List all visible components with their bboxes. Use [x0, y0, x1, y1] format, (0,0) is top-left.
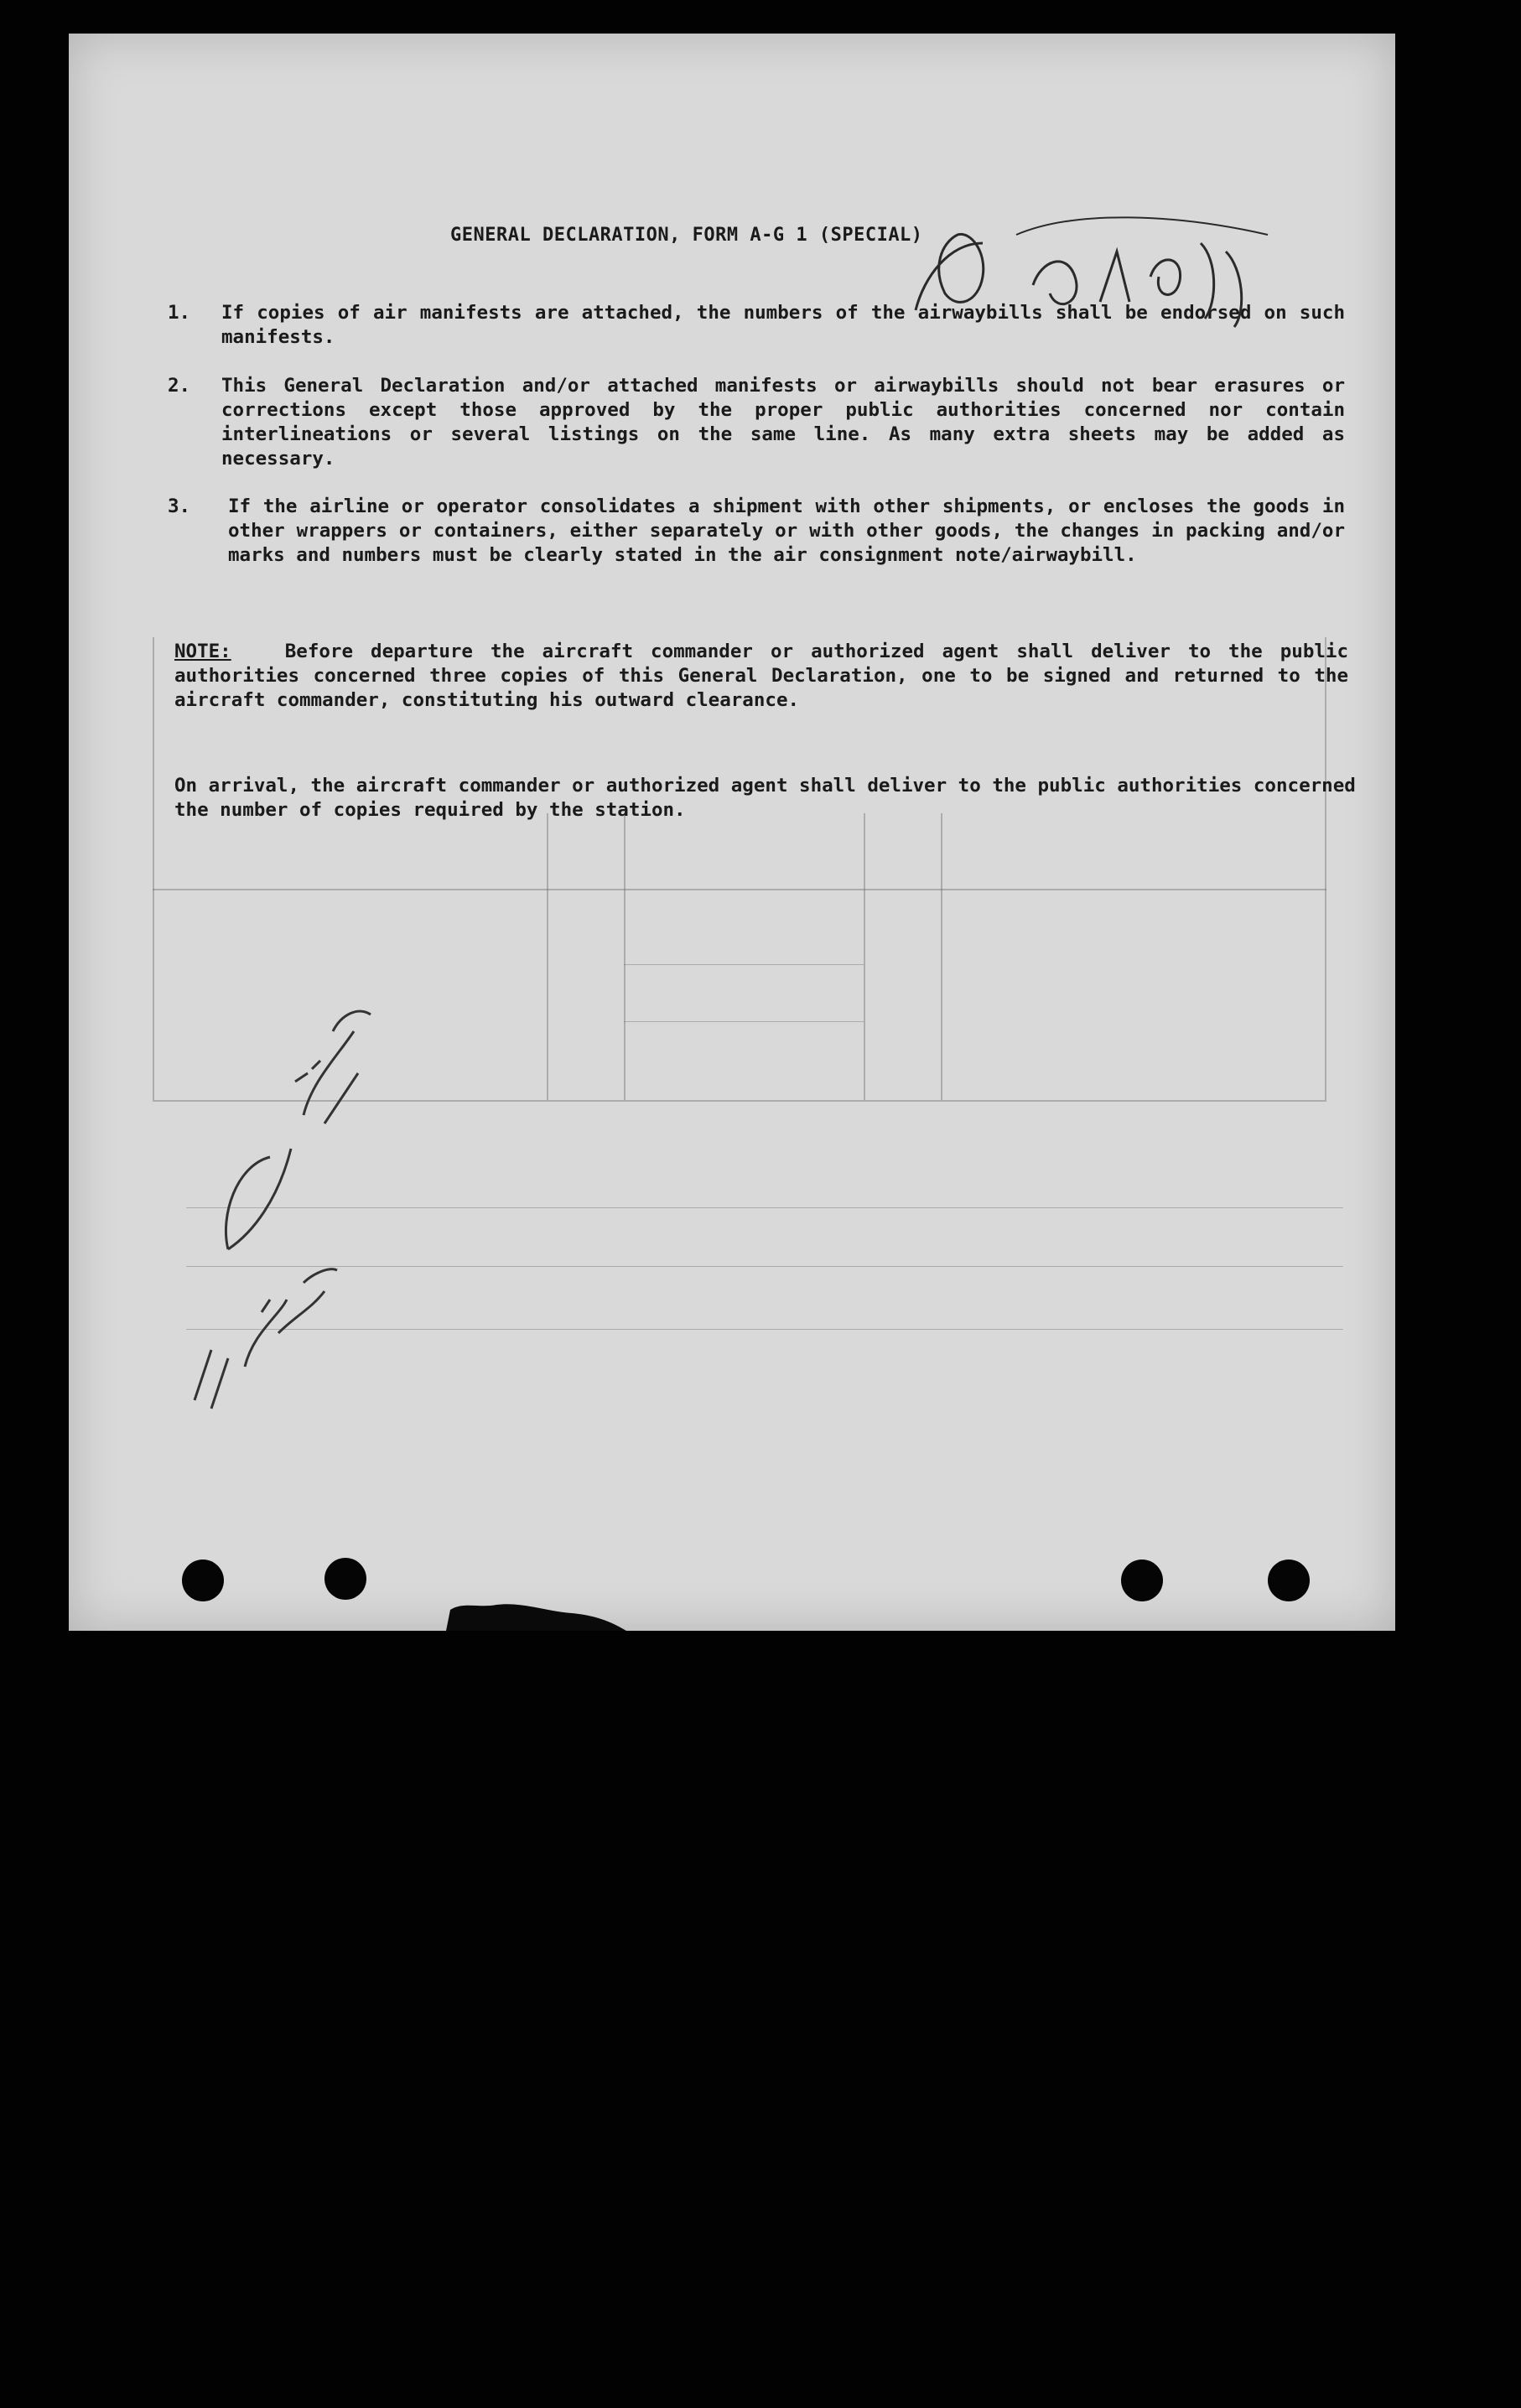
bleed-col-4: [941, 813, 942, 1100]
punch-hole: [1121, 1559, 1163, 1601]
punch-hole: [324, 1558, 366, 1600]
note-text: Before departure the aircraft commander or authorized agent shall deliver to the public authorities concerned three copies of this General Declaration, one to be signed and returned to the aircraft commander, constituting his outward clearance.: [174, 641, 1348, 711]
torn-edge-blot: [446, 1593, 631, 1631]
handwritten-margin-notes: [144, 981, 421, 1451]
instruction-item-2: [168, 374, 1345, 471]
instruction-text: If copies of air manifests are attached, the numbers of the airwaybills shall be endorsed on such manifests.: [221, 302, 1345, 348]
bleed-table-top: [153, 889, 1326, 890]
punch-hole: [182, 1559, 224, 1601]
instruction-number: 2.: [168, 375, 191, 397]
bleed-row-1: [624, 964, 864, 965]
instruction-text: This General Declaration and/or attached manifests or airwaybills should not bear erasures or corrections except those approved by the proper public authorities concerned nor contain interlineations or several listings on the same line. As many extra sheets may be added as necessary.: [221, 375, 1345, 470]
bleed-col-3: [864, 813, 865, 1100]
handwritten-number-scrawl: [823, 184, 1310, 352]
bleed-row-2: [624, 1021, 864, 1022]
document-page: [69, 34, 1395, 1631]
note-label: NOTE:: [174, 641, 231, 662]
bleed-col-1: [547, 813, 548, 1100]
note-paragraph: [174, 640, 1348, 713]
arrival-paragraph: On arrival, the aircraft commander or authorized agent shall deliver to the public authorities concerned the number of copies required by the station.: [174, 775, 1356, 821]
punch-hole: [1268, 1559, 1310, 1601]
instruction-text: If the airline or operator consolidates a shipment with other shipments, or encloses the goods in other wrappers or containers, either separately or with other goods, the changes in packing and/or marks and numbers must be clearly stated in the air consignment note/airwaybill.: [228, 496, 1345, 566]
instruction-item-3: [168, 495, 1345, 568]
bleed-col-2: [624, 813, 626, 1100]
form-title: GENERAL DECLARATION, FORM A-G 1 (SPECIAL): [450, 225, 923, 246]
instruction-number: 1.: [168, 302, 191, 324]
instruction-number: 3.: [168, 496, 191, 517]
